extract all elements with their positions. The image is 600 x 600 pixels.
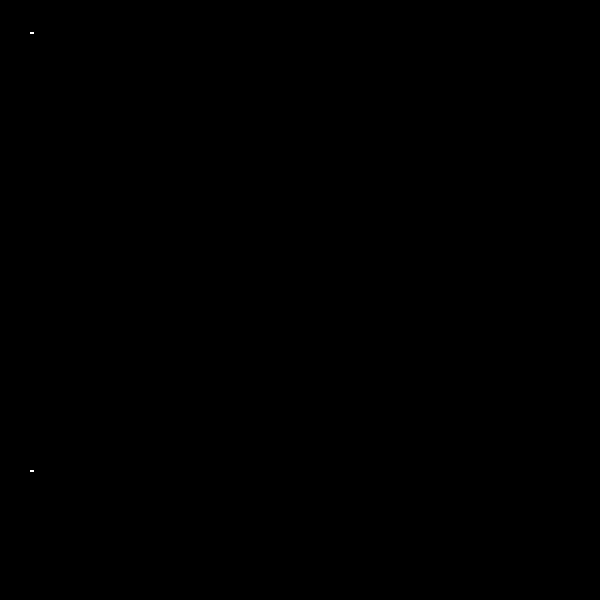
zoom-indicator xyxy=(30,470,34,472)
level-indicator xyxy=(30,32,34,34)
